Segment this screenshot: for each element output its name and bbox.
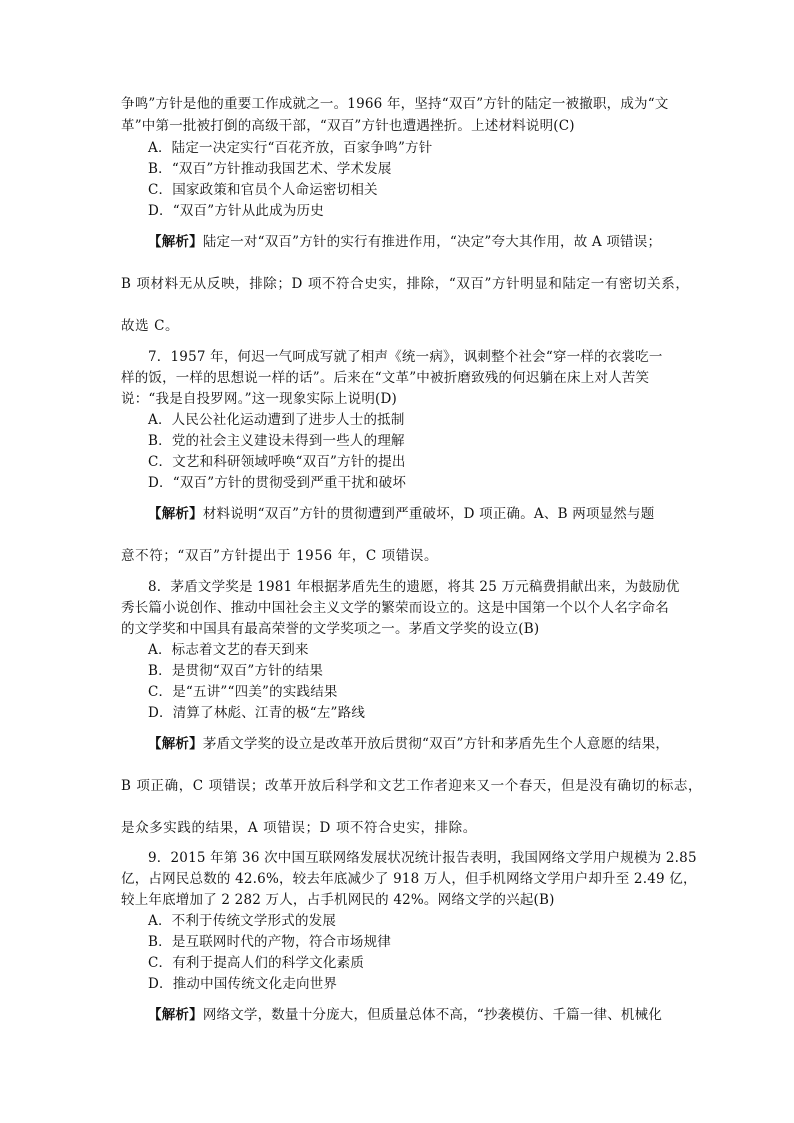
option-c: C．国家政策和官员个人命运密切相关 xyxy=(148,182,378,198)
text-line: 样的饭，一样的思想说一样的话”。后来在“文革”中被折磨致残的何迟躺在床上对人苦笑 xyxy=(121,370,650,386)
text-line: 说：“我是自投罗网。”这一现象实际上说明(D) xyxy=(121,391,398,407)
option-d: D．“双百”方针从此成为历史 xyxy=(148,203,324,219)
text-line: 较上年底增加了 2 282 万人，占手机网民的 42%。网络文学的兴起(B) xyxy=(121,892,555,908)
question-7: 7．1957 年，何迟一气呵成写就了相声《统一病》，讽刺整个社会“穿一样的衣裳吃一 xyxy=(148,349,663,365)
option-b: B．是贯彻“双百”方针的结果 xyxy=(148,663,324,679)
option-b: B．是互联网时代的产物，符合市场规律 xyxy=(148,934,392,950)
option-a: A．标志着文艺的春天到来 xyxy=(148,642,309,658)
option-c: C．是“五讲”“四美”的实践结果 xyxy=(148,684,338,700)
text-line: 的文学奖和中国具有最高荣誉的文学奖项之一。茅盾文学奖的设立(B) xyxy=(121,621,540,637)
analysis-tag: 【解析】 xyxy=(148,234,203,250)
analysis-line: 【解析】网络文学，数量十分庞大，但质量总体不高，“抄袭模仿、千篇一律、机械化 xyxy=(148,1007,663,1023)
analysis-line: B 项正确，C 项错误；改革开放后科学和文艺工作者迎来又一个春天，但是没有确切的标志， xyxy=(121,778,703,794)
analysis-line: 是众多实践的结果，A 项错误；D 项不符合史实，排除。 xyxy=(121,820,477,836)
text-line: 秀长篇小说创作、推动中国社会主义文学的繁荣而设立的。这是中国第一个以个人名字命名 xyxy=(121,600,669,616)
option-d: D．推动中国传统文化走向世界 xyxy=(148,976,338,992)
option-b: B．“双百”方针推动我国艺术、学术发展 xyxy=(148,161,392,177)
option-d: D．清算了林彪、江青的极“左”路线 xyxy=(148,705,366,721)
analysis-line: B 项材料无从反映，排除；D 项不符合史实，排除，“双百”方针明显和陆定一有密切关系， xyxy=(121,276,690,292)
analysis-tag: 【解析】 xyxy=(148,506,203,522)
question-8: 8．茅盾文学奖是 1981 年根据茅盾先生的遗愿，将其 25 万元稿费捐献出来，为鼓励优 xyxy=(148,579,680,595)
option-b: B．党的社会主义建设未得到一些人的理解 xyxy=(148,433,405,449)
text-line: 革”中第一批被打倒的高级干部，“双百”方针也遭遇挫折。上述材料说明(C) xyxy=(121,118,575,134)
option-c: C．有利于提高人们的科学文化素质 xyxy=(148,955,365,971)
analysis-line: 故选 C。 xyxy=(121,318,180,334)
text-line: 亿，占网民总数的 42.6%，较去年底减少了 918 万人，但手机网络文学用户却升至 2.49 亿， xyxy=(121,871,697,887)
analysis-line: 意不符；“双百”方针提出于 1956 年，C 项错误。 xyxy=(121,548,439,564)
option-a: A．陆定一决定实行“百花齐放，百家争鸣”方针 xyxy=(148,140,433,156)
analysis-line: 【解析】茅盾文学奖的设立是改革开放后贯彻“双百”方针和茅盾先生个人意愿的结果， xyxy=(148,736,670,752)
option-c: C．文艺和科研领域呼唤“双百”方针的提出 xyxy=(148,454,406,470)
analysis-line: 【解析】陆定一对“双百”方针的实行有推进作用，“决定”夸大其作用，故 A 项错误； xyxy=(148,234,662,250)
option-d: D．“双百”方针的贯彻受到严重干扰和破坏 xyxy=(148,475,407,491)
question-9: 9．2015 年第 36 次中国互联网络发展状况统计报告表明，我国网络文学用户规模为 2.85 xyxy=(148,850,697,866)
option-a: A．人民公社化运动遭到了进步人士的抵制 xyxy=(148,412,405,428)
analysis-tag: 【解析】 xyxy=(148,1007,203,1023)
option-a: A．不利于传统文学形式的发展 xyxy=(148,913,337,929)
text-line: 争鸣”方针是他的重要工作成就之一。1966 年，坚持“双百”方针的陆定一被撤职，成为“文 xyxy=(121,96,669,112)
analysis-line: 【解析】材料说明“双百”方针的贯彻遭到严重破坏，D 项正确。A、B 两项显然与题 xyxy=(148,506,655,522)
analysis-tag: 【解析】 xyxy=(148,736,203,752)
